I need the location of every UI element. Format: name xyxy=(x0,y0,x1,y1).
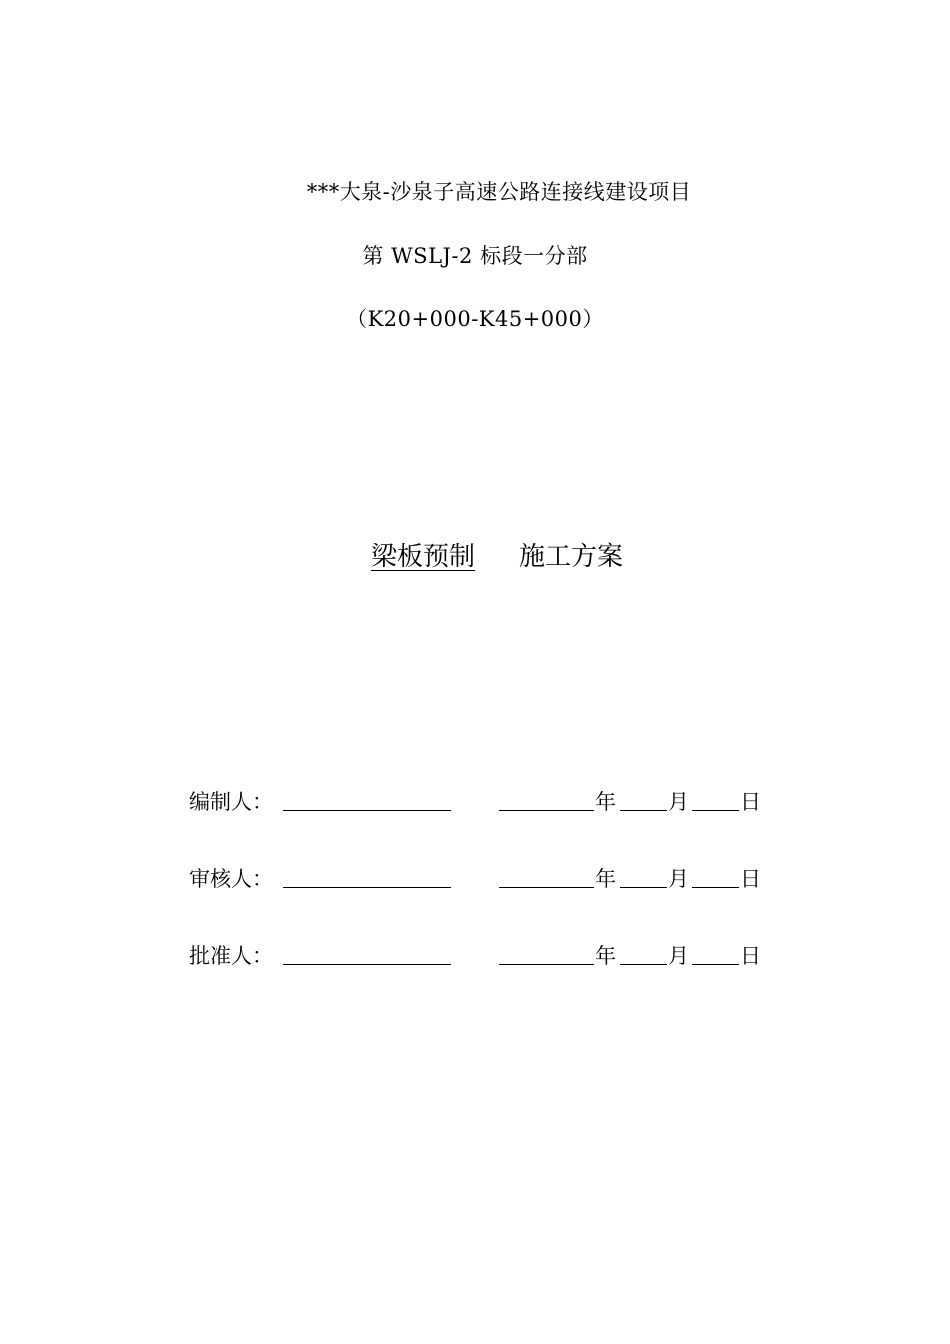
document-title-suffix: 施工方案 xyxy=(519,542,624,572)
approver-name-blank[interactable] xyxy=(283,940,451,965)
compiler-day-blank[interactable] xyxy=(692,786,739,811)
year-label: 年 xyxy=(595,867,616,891)
month-label: 月 xyxy=(668,790,689,814)
reviewer-month-blank[interactable] xyxy=(620,863,667,888)
reviewer-day-blank[interactable] xyxy=(692,863,739,888)
year-label: 年 xyxy=(595,944,616,968)
day-label: 日 xyxy=(740,790,761,814)
section-title: 第 WSLJ-2 标段一分部 xyxy=(362,244,588,268)
year-label: 年 xyxy=(595,790,616,814)
month-label: 月 xyxy=(668,867,689,891)
reviewer-year-blank[interactable] xyxy=(499,863,594,888)
reviewer-label: 审核人： xyxy=(189,867,273,891)
month-label: 月 xyxy=(668,944,689,968)
document-title-subject-blank xyxy=(327,542,519,572)
approver-year-blank[interactable] xyxy=(499,940,594,965)
compiler-month-blank[interactable] xyxy=(620,786,667,811)
approver-label: 批准人： xyxy=(189,944,273,968)
document-title xyxy=(0,536,950,573)
approver-day-blank[interactable] xyxy=(692,940,739,965)
day-label: 日 xyxy=(740,867,761,891)
compiler-label: 编制人： xyxy=(189,790,273,814)
document-title-subject: 梁板预制 xyxy=(370,542,475,572)
approver-month-blank[interactable] xyxy=(620,940,667,965)
reviewer-name-blank[interactable] xyxy=(283,863,451,888)
day-label: 日 xyxy=(740,944,761,968)
compiler-name-blank[interactable] xyxy=(283,786,451,811)
chainage-range: （K20+000-K45+000） xyxy=(346,307,604,331)
project-title: ***大泉-沙泉子高速公路连接线建设项目 xyxy=(306,180,692,204)
compiler-year-blank[interactable] xyxy=(499,786,594,811)
